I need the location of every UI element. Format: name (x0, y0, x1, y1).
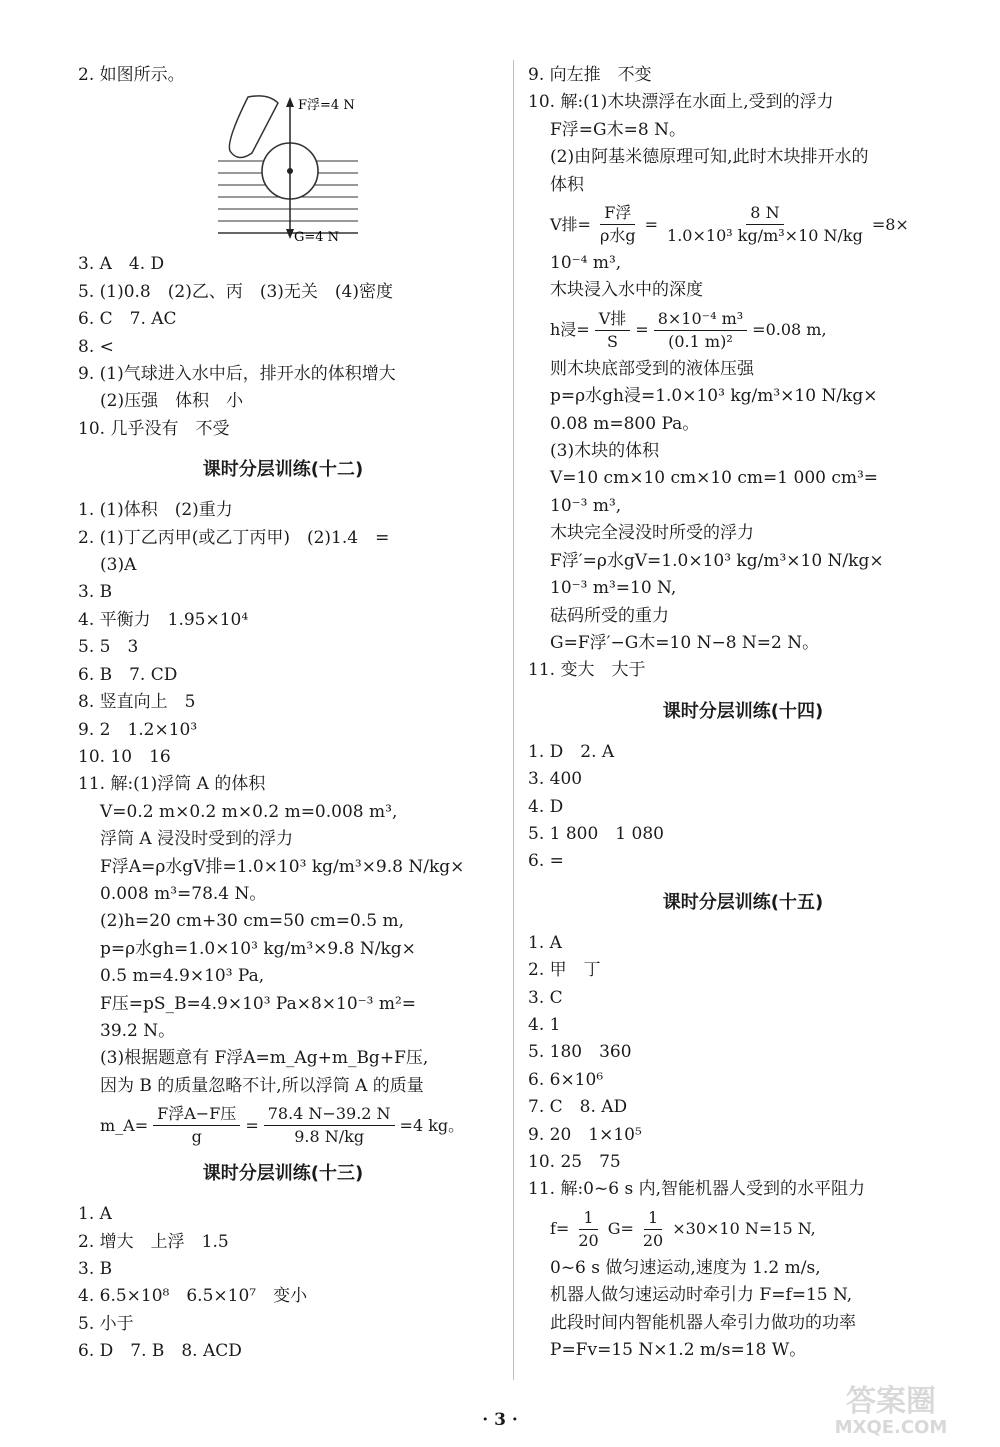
fraction (574, 1208, 602, 1251)
answer-line: 4. 6.5×10⁸ 6.5×10⁷ 变小 (78, 1286, 308, 1307)
buoyancy-label: F浮=4 N (298, 98, 355, 114)
fraction (663, 203, 867, 246)
section-title-13: 课时分层训练(十三) (202, 1163, 364, 1185)
solution-line: 0~6 s 做匀速运动,速度为 1.2 m/s, (550, 1257, 821, 1278)
solution-line: 0.5 m=4.9×10³ Pa, (100, 966, 265, 987)
fraction (654, 309, 747, 352)
answer-line: 5. 5 3 (78, 637, 139, 658)
resistance-equation (528, 1208, 958, 1251)
answer-line: 5. (1)0.8 (2)乙、丙 (3)无关 (4)密度 (78, 281, 393, 302)
solution-line: (3)木块的体积 (550, 441, 660, 462)
answer-line: 6. 6×10⁶ (528, 1069, 604, 1090)
solution-line: 0.008 m³=78.4 N。 (100, 883, 267, 904)
displaced-volume-equation (528, 203, 958, 246)
answer-line: 1. D 2. A (528, 741, 615, 762)
gravity-arrowhead (286, 229, 294, 239)
solution-line: V=10 cm×10 cm×10 cm=1 000 cm³= (550, 468, 879, 489)
eq-rhs: =0.08 m, (752, 320, 827, 340)
solution-line: 木块浸入水中的深度 (550, 280, 703, 301)
answer-line: 4. 1 (528, 1014, 561, 1035)
solution-line: (2)h=20 cm+30 cm=50 cm=0.5 m, (100, 911, 404, 932)
answer-line: 7. C 8. AD (528, 1097, 628, 1118)
solution-line: 体积 (550, 174, 584, 195)
solution-line: (2)由阿基米德原理可知,此时木块排开水的 (550, 147, 869, 168)
denominator: ρ水g (599, 226, 636, 246)
section-title-12: 课时分层训练(十二) (202, 459, 364, 481)
eq-mid: = (245, 1115, 259, 1135)
answer-line: 5. 180 360 (528, 1042, 632, 1063)
eq-mid: = (635, 320, 649, 340)
answer-line: 10. 几乎没有 不受 (78, 418, 230, 439)
answer-line: 6. B 7. CD (78, 664, 178, 685)
numerator: F浮A−F压 (153, 1104, 240, 1126)
answer-line: 10. 10 16 (78, 746, 171, 767)
answer-line: (3)A (100, 555, 137, 576)
fraction (153, 1104, 240, 1147)
page-number: · 3 · (482, 1410, 518, 1430)
numerator: V排 (595, 309, 631, 331)
depth-equation (528, 309, 958, 352)
numerator: 8 N (746, 203, 783, 225)
eq-rhs: ×30×10 N=15 N, (672, 1219, 816, 1239)
answer-line: 1. A (528, 932, 562, 953)
right-column (528, 62, 958, 1364)
eq-lhs: V排= (550, 214, 591, 234)
answer-line: 3. C (528, 987, 563, 1008)
numerator: 78.4 N−39.2 N (264, 1104, 395, 1126)
numerator: 8×10⁻⁴ m³ (654, 309, 747, 331)
answer-line: 3. A 4. D (78, 254, 165, 275)
solution-line: F浮′=ρ水gV=1.0×10³ kg/m³×10 N/kg× (550, 550, 884, 571)
answer-line: 3. B (78, 582, 113, 603)
answer-line: 8. 竖直向上 5 (78, 692, 196, 713)
answer-line: 2. (1)丁乙丙甲(或乙丁丙甲) (2)1.4 = (78, 527, 390, 548)
solution-line: P=Fv=15 N×1.2 m/s=18 W。 (550, 1340, 807, 1361)
watermark-cn: 答案圈 (846, 1384, 936, 1419)
column-divider (513, 60, 514, 1380)
answer-line: 10. 25 75 (528, 1152, 621, 1172)
solution-line: G=F浮′−G木=10 N−8 N=2 N。 (550, 632, 820, 653)
answer-line: 1. (1)体积 (2)重力 (78, 500, 233, 521)
solution-line: 10⁻³ m³, (550, 495, 622, 516)
answer-line: 9. 20 1×10⁵ (528, 1124, 642, 1145)
solution-line: p=ρ水gh=1.0×10³ kg/m³×9.8 N/kg× (100, 938, 416, 959)
eq-lhs: f= (550, 1219, 570, 1239)
watermark-en: MXQE.COM (834, 1417, 948, 1437)
solution-line: F压=pS_B=4.9×10³ Pa×8×10⁻³ m²= (100, 993, 417, 1014)
eq-lhs: m_A= (100, 1115, 149, 1135)
answer-line: 3. B (78, 1259, 113, 1279)
answer-line: 4. 平衡力 1.95×10⁴ (78, 609, 249, 630)
solution-line: F浮=G木=8 N。 (550, 119, 686, 140)
solution-line: F浮A=ρ水gV排=1.0×10³ kg/m³×9.8 N/kg× (100, 856, 465, 877)
left-column (78, 62, 488, 1366)
answer-line: 10. 解:(1)木块漂浮在水面上,受到的浮力 (528, 92, 834, 113)
eq-rhs: =8× (871, 214, 909, 234)
eq-mid: = (644, 214, 659, 234)
solution-line: 39.2 N。 (100, 1020, 176, 1041)
numerator: 1 (644, 1208, 662, 1230)
solution-line: V=0.2 m×0.2 m×0.2 m=0.008 m³, (100, 801, 398, 822)
solution-line: 机器人做匀速运动时牵引力 F=f=15 N, (550, 1285, 853, 1306)
gravity-label: G=4 N (294, 230, 340, 244)
answer-line: 5. 小于 (78, 1313, 134, 1334)
denominator: 20 (642, 1230, 664, 1250)
answer-line: 2. 甲 丁 (528, 960, 601, 981)
solution-line: 此段时间内智能机器人牵引力做功的功率 (550, 1312, 856, 1333)
answer-line: 3. 400 (528, 769, 583, 790)
container-sketch (229, 96, 278, 158)
eq-mid: G= (607, 1219, 634, 1239)
answer-line: 5. 1 800 1 080 (528, 823, 664, 844)
section-title-14: 课时分层训练(十四) (662, 700, 824, 722)
answer-line: 9. (1)气球进入水中后，排开水的体积增大 (78, 364, 396, 385)
denominator: 1.0×10³ kg/m³×10 N/kg (667, 226, 863, 246)
answer-line: 1. A (78, 1204, 112, 1225)
answer-line: 11. 变大 大于 (528, 660, 646, 681)
mass-equation (78, 1104, 488, 1147)
solution-line: 因为 B 的质量忽略不计,所以浮筒 A 的质量 (100, 1075, 424, 1096)
section-title-15: 课时分层训练(十五) (662, 891, 824, 913)
solution-line: 则木块底部受到的液体压强 (550, 358, 754, 379)
denominator: S (607, 331, 618, 351)
solution-line: 木块完全浸没时所受的浮力 (550, 523, 754, 544)
numerator: 1 (579, 1208, 597, 1230)
numerator: F浮 (600, 203, 635, 225)
answer-line: 9. 向左推 不变 (528, 65, 652, 85)
buoyancy-figure (208, 93, 368, 243)
solution-line: 浮筒 A 浸没时受到的浮力 (100, 829, 294, 850)
answer-line: 9. 2 1.2×10³ (78, 719, 198, 740)
eq-rhs: =4 kg。 (399, 1115, 465, 1135)
denominator: 20 (578, 1230, 599, 1250)
solution-line: 10⁻⁴ m³, (550, 253, 622, 274)
fraction (595, 309, 631, 352)
solution-line: 0.08 m=800 Pa。 (550, 413, 700, 434)
answer-line: 8. < (78, 336, 114, 357)
denominator: (0.1 m)² (668, 331, 733, 351)
answer-line: 4. D (528, 796, 564, 817)
solution-line: p=ρ水gh浸=1.0×10³ kg/m³×10 N/kg× (550, 386, 878, 407)
denominator: 9.8 N/kg (294, 1127, 365, 1147)
solution-line: 砝码所受的重力 (550, 605, 669, 626)
solution-line: 10⁻³ m³=10 N, (550, 578, 677, 599)
denominator: g (191, 1127, 202, 1147)
watermark-logo (796, 1379, 986, 1437)
buoyancy-arrowhead (286, 97, 294, 107)
answer-line: 11. 解:(1)浮筒 A 的体积 (78, 774, 266, 795)
eq-lhs: h浸= (550, 320, 590, 340)
answer-line: 6. C 7. AC (78, 309, 177, 330)
fraction (596, 203, 640, 246)
fraction (264, 1104, 395, 1147)
solution-line: (3)根据题意有 F浮A=m_Ag+m_Bg+F压, (100, 1048, 429, 1069)
answer-line: (2)压强 体积 小 (100, 391, 244, 412)
q2-heading: 2. 如图所示。 (78, 65, 185, 85)
fraction (639, 1208, 667, 1251)
answer-line: 6. = (528, 851, 564, 872)
answer-line: 2. 增大 上浮 1.5 (78, 1231, 229, 1252)
answer-line: 6. D 7. B 8. ACD (78, 1341, 242, 1362)
answer-line: 11. 解:0~6 s 内,智能机器人受到的水平阻力 (528, 1179, 865, 1200)
